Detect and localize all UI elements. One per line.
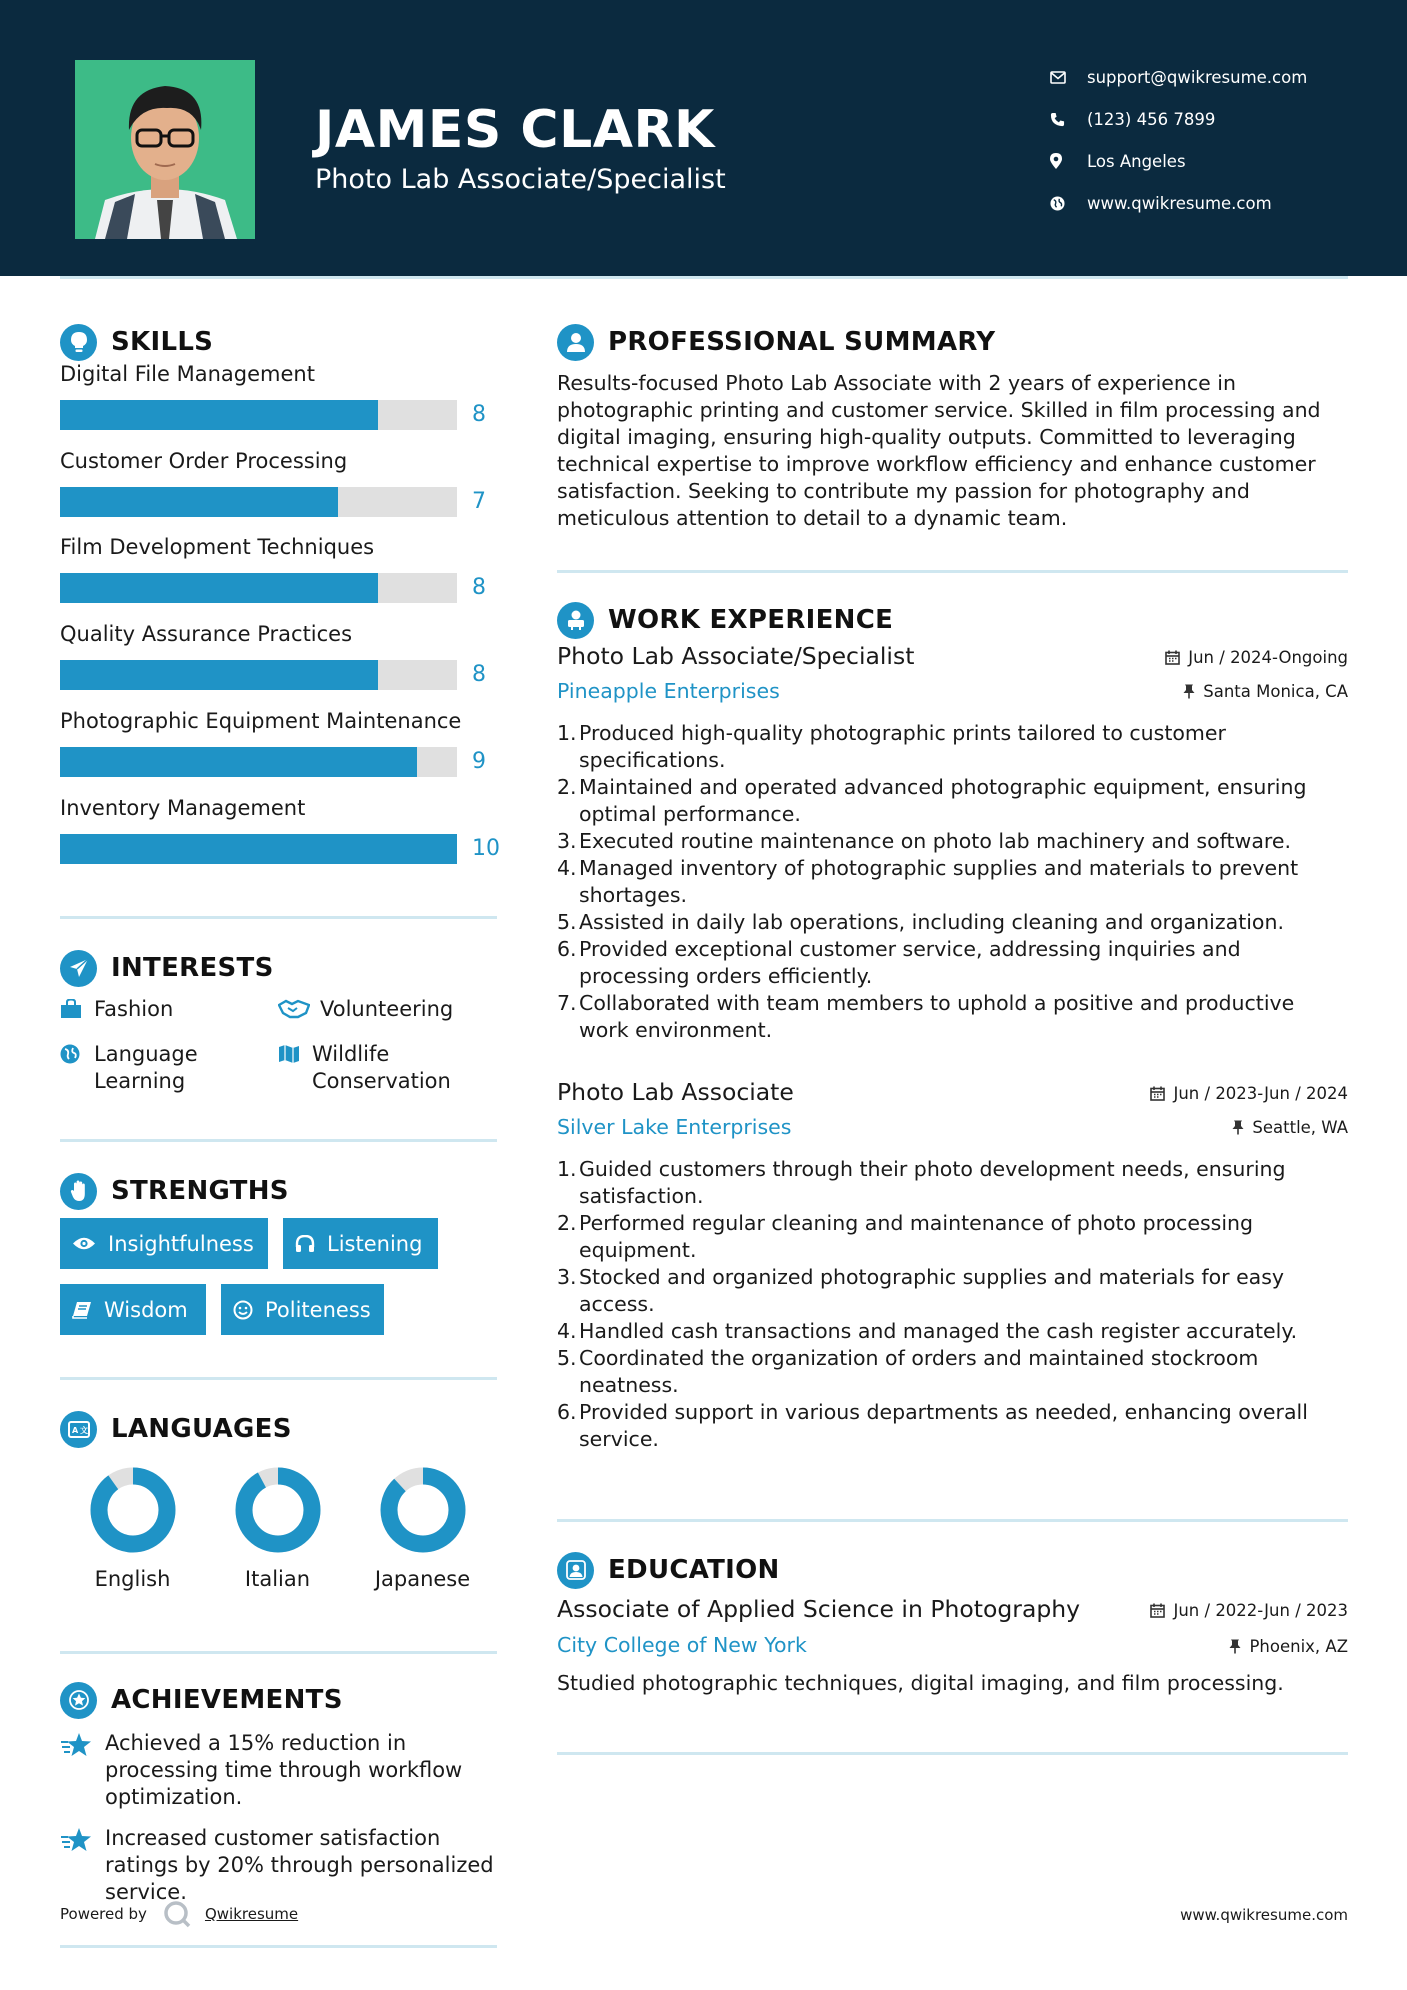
paper-plane-icon: [60, 950, 97, 987]
language-level-ring: [90, 1467, 176, 1553]
language-name: Italian: [244, 1567, 311, 1591]
skill-item: [60, 661, 497, 774]
skill-name: Digital File Management: [60, 362, 315, 386]
skill-bar-fill: [60, 834, 457, 864]
education-header: [557, 1550, 1348, 1590]
interest-label: Language: [94, 1042, 198, 1066]
languages-divider: [60, 1651, 497, 1654]
summary-line: Results-focused Photo Lab Associate with 2 years of experience in: [557, 371, 1236, 395]
bottom-left-divider: [60, 1945, 497, 1948]
language-ring-fill: [99, 1476, 167, 1544]
bullet-line: equipment.: [579, 1238, 697, 1262]
experience-section: [557, 600, 1348, 1451]
job-bullet: [557, 828, 1348, 855]
bullet-line: satisfaction.: [579, 1184, 704, 1208]
candidate-name: JAMES CLARK: [315, 100, 715, 160]
bullet-text: [579, 1156, 1286, 1210]
job-title: Photo Lab Associate: [557, 1078, 794, 1106]
language-ring-wrap: [60, 1467, 205, 1553]
language-icon: [60, 1411, 97, 1448]
achievement-line: Achieved a 15% reduction in: [105, 1731, 407, 1755]
map-pin-icon: [1050, 153, 1087, 169]
job-date: [1165, 648, 1348, 667]
contact-list: [1050, 56, 1380, 224]
job-location-text: Seattle, WA: [1252, 1118, 1348, 1137]
bullet-text: [579, 909, 1284, 936]
job-bullets: [557, 1156, 1348, 1453]
job-bullet: [557, 990, 1348, 1044]
bullet-line: Stocked and organized photographic supplies and materials for easy: [579, 1265, 1285, 1289]
bullet-line: neatness.: [579, 1373, 679, 1397]
language-name: English: [94, 1567, 171, 1591]
job-bullet: [557, 774, 1348, 828]
education-location: [1229, 1637, 1348, 1656]
job-bullet: [557, 1345, 1348, 1399]
qwikresume-link[interactable]: Qwikresume: [204, 1905, 299, 1923]
summary-line: digital imaging, ensuring high-quality outputs. Committed to leveraging: [557, 425, 1296, 449]
bullet-line: Produced high-quality photographic prints tailored to customer: [579, 721, 1226, 745]
skill-name: Inventory Management: [60, 795, 306, 820]
bullet-line: Managed inventory of photographic supplies and materials to prevent: [579, 856, 1299, 880]
skill-name: Film Development Techniques: [60, 535, 375, 560]
strengths-title: STRENGTHS: [111, 1176, 289, 1206]
bullet-number: 4.: [557, 1319, 577, 1343]
bullet-number: 4.: [557, 856, 577, 880]
language-item: [205, 1467, 350, 1591]
education-location-text: Phoenix, AZ: [1249, 1637, 1348, 1656]
job-title: Photo Lab Associate/Specialist: [557, 642, 915, 670]
interest-label-line2: Conservation: [312, 1069, 451, 1093]
interest-label: Wildlife: [312, 1042, 390, 1066]
bullet-number: 1.: [557, 1157, 577, 1181]
bullet-text: [579, 1210, 1253, 1264]
bullet-text: [579, 1318, 1297, 1345]
star-icon: [60, 1825, 105, 1906]
skill-value: 8: [472, 402, 486, 427]
achievement-line: service.: [105, 1880, 187, 1904]
contact-phone[interactable]: [1050, 98, 1380, 140]
achievements-header: [60, 1680, 497, 1720]
job-bullet: [557, 936, 1348, 990]
bullet-number: 2.: [557, 1211, 577, 1235]
bullet-text: [579, 936, 1241, 990]
strengths-header: [60, 1171, 497, 1211]
bullet-text: [579, 774, 1306, 828]
bullet-line: Collaborated with team members to uphold a positive and productive: [579, 991, 1295, 1015]
bullet-number: 7.: [557, 991, 577, 1015]
handshake-icon: [278, 996, 320, 1026]
profile-photo: [75, 60, 255, 239]
skill-name: Quality Assurance Practices: [60, 622, 353, 647]
contact-website-text: www.qwikresume.com: [1087, 193, 1272, 213]
interest-item: [60, 1041, 198, 1095]
interest-item: [60, 996, 173, 1026]
globe-icon: [1050, 196, 1087, 211]
job-bullet: [557, 909, 1348, 936]
skill-item: [60, 748, 500, 861]
footer-website[interactable]: www.qwikresume.com: [1180, 1906, 1348, 1924]
bullet-number: 3.: [557, 829, 577, 853]
language-item: [60, 1467, 205, 1591]
skill-name: Customer Order Processing: [60, 448, 348, 473]
language-ring-wrap: [205, 1467, 350, 1553]
language-name: Japanese: [374, 1567, 471, 1591]
eye-icon: [72, 1236, 96, 1251]
contact-email[interactable]: [1050, 56, 1380, 98]
calendar-icon: [1150, 1603, 1165, 1618]
strength-tag-politeness: [221, 1284, 384, 1335]
interest-label-line2: Learning: [94, 1069, 186, 1093]
bullet-text: [579, 828, 1291, 855]
skills-divider: [60, 916, 497, 919]
strengths-section: [60, 1171, 497, 1411]
skill-bar: [60, 834, 457, 864]
bullet-number: 1.: [557, 721, 577, 745]
experience-title: WORK EXPERIENCE: [608, 605, 894, 635]
contact-phone-text: (123) 456 7899: [1087, 109, 1216, 129]
job-location: [1232, 1118, 1348, 1137]
interests-header: [60, 948, 497, 988]
language-level-ring: [235, 1467, 321, 1553]
bullet-text: [579, 720, 1226, 774]
language-ring-fill: [389, 1476, 457, 1544]
envelope-icon: [1050, 71, 1087, 84]
education-description: Studied photographic techniques, digital imaging, and film processing.: [557, 1671, 1284, 1695]
education-date-text: Jun / 2022-Jun / 2023: [1173, 1601, 1348, 1620]
summary-line: technical expertise to improve workflow efficiency and enhance customer: [557, 452, 1316, 476]
phone-icon: [1050, 112, 1087, 127]
strength-label: Politeness: [265, 1297, 371, 1322]
education-school: City College of New York: [557, 1633, 807, 1657]
job-company: Pineapple Enterprises: [557, 679, 780, 703]
job-date: [1150, 1084, 1348, 1103]
interests-section: [60, 948, 497, 1168]
smile-icon: [233, 1300, 253, 1320]
achievement-line: ratings by 20% through personalized: [105, 1853, 494, 1877]
map-icon: [278, 1041, 312, 1095]
achievements-title: ACHIEVEMENTS: [111, 1685, 343, 1715]
summary-section: [557, 322, 1348, 530]
skill-value: 8: [472, 575, 486, 601]
bullet-line: processing orders efficiently.: [579, 964, 873, 988]
calendar-icon: [1165, 650, 1180, 665]
strength-label: Listening: [327, 1231, 423, 1256]
achievement-line: optimization.: [105, 1785, 243, 1809]
job-bullet: [557, 1264, 1348, 1318]
strength-label: Insightfulness: [108, 1231, 254, 1256]
job-bullet: [557, 1156, 1348, 1210]
languages-section: [60, 1409, 497, 1649]
summary-title: PROFESSIONAL SUMMARY: [608, 327, 996, 357]
strength-tag-wisdom: [60, 1284, 206, 1335]
achievement-item: [60, 1825, 494, 1906]
bullet-line: Handled cash transactions and managed the cash register accurately.: [579, 1319, 1298, 1343]
bullet-line: Executed routine maintenance on photo lab machinery and software.: [579, 829, 1291, 853]
bullet-line: Coordinated the organization of orders and maintained stockroom: [579, 1346, 1259, 1370]
bullet-line: Provided support in various departments as needed, enhancing overall: [579, 1400, 1308, 1424]
bullet-line: Assisted in daily lab operations, including cleaning and organization.: [579, 910, 1284, 934]
experience-header: [557, 600, 1348, 640]
skill-item: [60, 574, 497, 688]
interests-divider: [60, 1139, 497, 1142]
pushpin-icon: [1183, 684, 1195, 699]
calendar-icon: [1150, 1086, 1165, 1101]
summary-header: [557, 322, 1348, 362]
achievement-line: processing time through workflow: [105, 1758, 463, 1782]
interest-label: Fashion: [94, 997, 174, 1021]
shopping-bag-icon: [60, 996, 94, 1026]
bullet-text: [579, 990, 1294, 1044]
bullet-line: optimal performance.: [579, 802, 801, 826]
bullet-line: service.: [579, 1427, 659, 1451]
powered-by-text: Powered by: [60, 1905, 147, 1923]
interests-title: INTERESTS: [111, 953, 274, 983]
skill-value: 8: [472, 662, 486, 688]
graduate-icon: [557, 1552, 594, 1589]
education-section: [557, 1550, 1348, 1750]
job-bullet: [557, 1399, 1348, 1453]
skill-item: [60, 487, 497, 601]
candidate-title: Photo Lab Associate/Specialist: [315, 164, 726, 195]
bullet-number: 6.: [557, 937, 577, 961]
bullet-line: specifications.: [579, 748, 726, 772]
language-ring-fill: [244, 1476, 312, 1544]
language-item: [350, 1467, 495, 1591]
skills-section: [60, 322, 500, 861]
user-icon: [557, 324, 594, 361]
headphones-icon: [295, 1235, 315, 1253]
strengths-divider: [60, 1377, 497, 1380]
bullet-line: work environment.: [579, 1018, 773, 1042]
contact-location-text: Los Angeles: [1087, 151, 1186, 171]
skill-value: 7: [472, 488, 486, 514]
qwikresume-logo-icon: [163, 1900, 191, 1928]
contact-email-text: support@qwikresume.com: [1087, 67, 1308, 87]
globe-icon: [60, 1041, 94, 1095]
job-bullet: [557, 720, 1348, 774]
briefcase-icon: [557, 602, 594, 639]
interest-label: Volunteering: [320, 997, 454, 1021]
bullet-text: [579, 1264, 1284, 1318]
contact-website[interactable]: [1050, 182, 1380, 224]
bullet-line: access.: [579, 1292, 655, 1316]
job-location: [1183, 682, 1348, 701]
strength-tag-listening: [283, 1218, 438, 1269]
interest-item: [278, 996, 453, 1026]
education-date: [1150, 1601, 1348, 1620]
languages-title: LANGUAGES: [111, 1414, 292, 1444]
bullet-text: [579, 855, 1298, 909]
job-location-text: Santa Monica, CA: [1203, 682, 1348, 701]
language-level-ring: [380, 1467, 466, 1553]
book-icon: [72, 1301, 92, 1319]
language-ring-wrap: [350, 1467, 495, 1553]
skill-item: [60, 314, 497, 427]
star-badge-icon: [60, 1682, 97, 1719]
bullet-text: [579, 1399, 1308, 1453]
powered-by: [60, 1900, 298, 1928]
interest-item: [278, 1041, 451, 1095]
svg-text:A: A: [71, 1425, 78, 1435]
summary-line: photographic printing and customer service. Skilled in film processing and: [557, 398, 1321, 422]
education-title: EDUCATION: [608, 1555, 780, 1585]
achievement-line: Increased customer satisfaction: [105, 1826, 441, 1850]
skill-name: Photographic Equipment Maintenance: [60, 708, 462, 733]
bullet-number: 6.: [557, 1400, 577, 1424]
summary-line: satisfaction. Seeking to contribute my passion for photography and: [557, 479, 1250, 503]
hand-icon: [60, 1173, 97, 1210]
languages-header: [60, 1409, 497, 1449]
summary-line: meticulous attention to detail to a dynamic team.: [557, 506, 1068, 530]
skill-value: 10: [472, 835, 500, 861]
bullet-line: Maintained and operated advanced photographic equipment, ensuring: [579, 775, 1307, 799]
resume-header: [0, 0, 1407, 276]
strength-label: Wisdom: [104, 1297, 188, 1322]
job-date-text: Jun / 2024-Ongoing: [1188, 648, 1348, 667]
summary-divider: [557, 570, 1348, 573]
skills-title: SKILLS: [111, 327, 214, 357]
bullet-line: Provided exceptional customer service, addressing inquiries and: [579, 937, 1241, 961]
bullet-line: Performed regular cleaning and maintenance of photo processing: [579, 1211, 1254, 1235]
bullet-number: 3.: [557, 1265, 577, 1289]
job-date-text: Jun / 2023-Jun / 2024: [1173, 1084, 1348, 1103]
education-divider: [557, 1752, 1348, 1755]
svg-text:文: 文: [79, 1425, 88, 1435]
job-bullet: [557, 1318, 1348, 1345]
bullet-number: 2.: [557, 775, 577, 799]
bullet-line: Guided customers through their photo development needs, ensuring: [579, 1157, 1286, 1181]
job-company: Silver Lake Enterprises: [557, 1115, 792, 1139]
pushpin-icon: [1232, 1120, 1244, 1135]
skill-item: [60, 401, 497, 514]
bullet-number: 5.: [557, 910, 577, 934]
bullet-number: 5.: [557, 1346, 577, 1370]
summary-text: [557, 370, 1348, 532]
pushpin-icon: [1229, 1639, 1241, 1654]
star-icon: [60, 1730, 105, 1811]
skill-value: 9: [472, 748, 486, 774]
bullet-line: shortages.: [579, 883, 688, 907]
experience-divider: [557, 1519, 1348, 1522]
contact-location: [1050, 140, 1380, 182]
job-bullet: [557, 1210, 1348, 1264]
education-degree: Associate of Applied Science in Photography: [557, 1595, 1081, 1623]
strength-tag-insightfulness: [60, 1218, 268, 1269]
job-bullet: [557, 855, 1348, 909]
job-bullets: [557, 720, 1348, 1044]
achievement-item: [60, 1730, 462, 1811]
header-divider: [60, 276, 1348, 279]
bullet-text: [579, 1345, 1258, 1399]
